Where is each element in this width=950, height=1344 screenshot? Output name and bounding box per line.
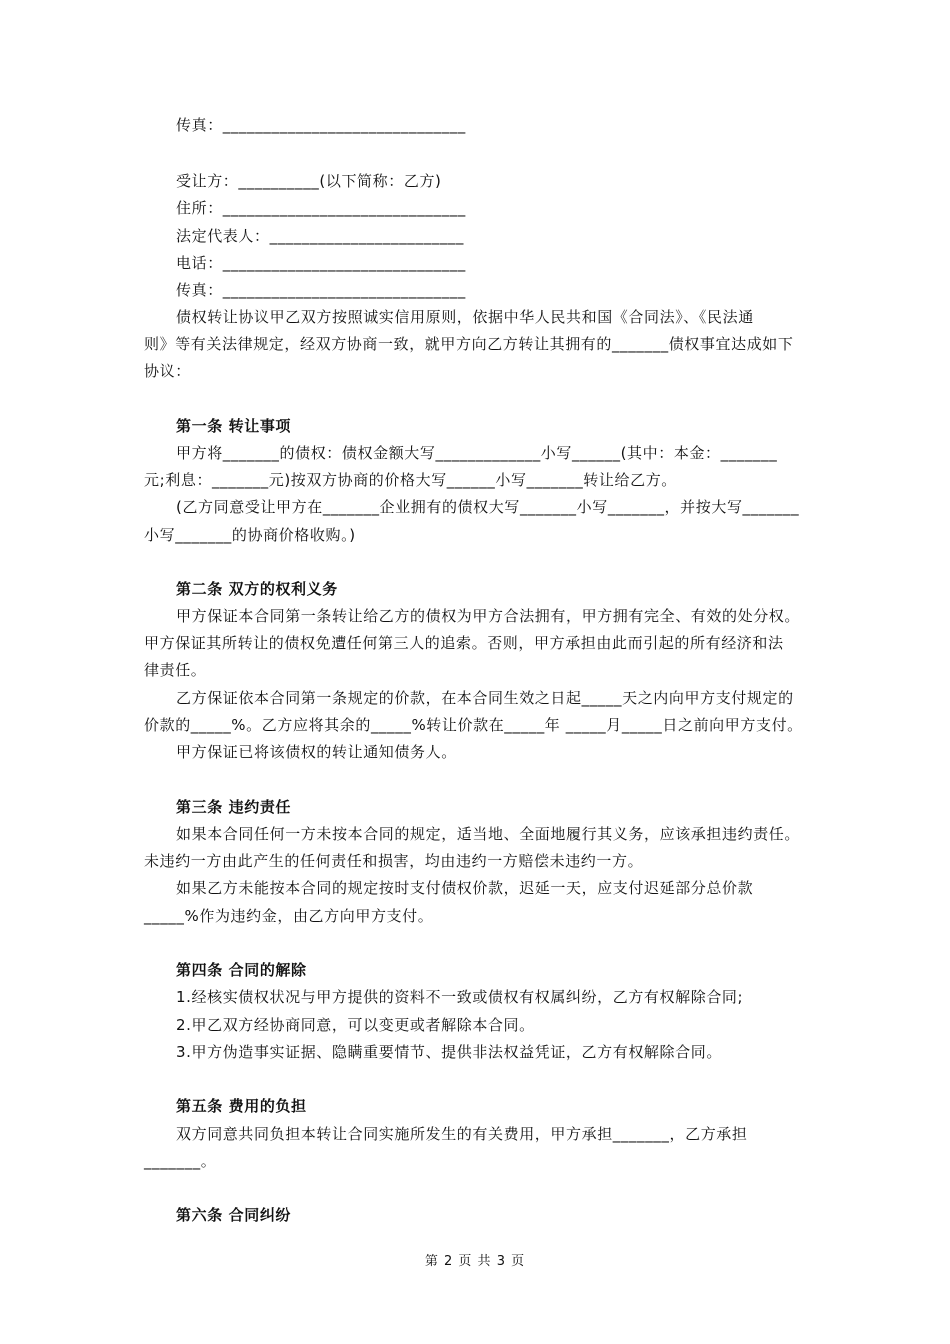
article-4-line: 2.甲乙双方经协商同意，可以变更或者解除本合同。 [176, 1016, 535, 1034]
article-2-line: 乙方保证依本合同第一条规定的价款，在本合同生效之日起_____天之内向甲方支付规定的 [176, 689, 794, 707]
article-2-line: 律责任。 [144, 661, 207, 679]
article-4-line: 1.经核实债权状况与甲方提供的资料不一致或债权有权属纠纷，乙方有权解除合同; [176, 988, 744, 1006]
article-2-line: 甲方保证其所转让的债权免遭任何第三人的追索。否则，甲方承担由此而引起的所有经济和法 [144, 634, 784, 652]
legal-rep-line: 法定代表人：________________________ [176, 227, 465, 245]
article-5-title: 第五条 费用的负担 [176, 1097, 307, 1115]
article-6-title: 第六条 合同纠纷 [176, 1206, 292, 1224]
article-3-title: 第三条 违约责任 [176, 798, 292, 816]
party-b-fax-line: 传真：______________________________ [176, 281, 466, 299]
party-a-fax-line: 传真：______________________________ [176, 116, 466, 134]
article-1-line: (乙方同意受让甲方在_______企业拥有的债权大写_______小写_______，并按大写_______ [176, 498, 800, 516]
article-3-line: _____%作为违约金，由乙方向甲方支付。 [144, 907, 434, 925]
article-4-line: 3.甲方伪造事实证据、隐瞒重要情节、提供非法权益凭证，乙方有权解除合同。 [176, 1043, 722, 1061]
article-5-line: _______。 [144, 1152, 217, 1170]
page-footer: 第 2 页 共 3 页 [424, 1254, 526, 1269]
article-3-line: 未违约一方由此产生的任何责任和损害，均由违约一方赔偿未违约一方。 [144, 852, 644, 870]
article-3-line: 如果乙方未能按本合同的规定按时支付债权价款，迟延一天，应支付迟延部分总价款 [176, 879, 754, 897]
preamble-line: 债权转让协议甲乙双方按照诚实信用原则，依据中华人民共和国《合同法》、《民法通 [176, 308, 754, 326]
preamble-line: 则》等有关法律规定，经双方协商一致，就甲方向乙方转让其拥有的_______债权事宜达成如下 [144, 335, 794, 353]
article-3-line: 如果本合同任何一方未按本合同的规定，适当地、全面地履行其义务，应该承担违约责任。 [176, 825, 801, 843]
article-1-line: 小写_______的协商价格收购。) [144, 526, 356, 544]
article-5-line: 双方同意共同负担本转让合同实施所发生的有关费用，甲方承担_______，乙方承担 [176, 1125, 748, 1143]
article-2-title: 第二条 双方的权利义务 [176, 580, 338, 598]
article-1-line: 元;利息：_______元)按双方协商的价格大写______小写_______转让给乙方。 [144, 471, 677, 489]
article-1-line: 甲方将_______的债权：债权金额大写_____________小写______(其中：本金：_______ [176, 444, 778, 462]
article-2-line: 甲方保证已将该债权的转让通知债务人。 [176, 743, 457, 761]
article-4-title: 第四条 合同的解除 [176, 961, 307, 979]
preamble-line: 协议： [144, 362, 191, 380]
article-2-line: 甲方保证本合同第一条转让给乙方的债权为甲方合法拥有，甲方拥有完全、有效的处分权。 [176, 607, 801, 625]
phone-line: 电话：______________________________ [176, 254, 466, 272]
article-2-line: 价款的_____%。乙方应将其余的_____%转让价款在_____年 _____月_____日之前向甲方支付。 [144, 716, 803, 734]
assignee-line: 受让方：__________(以下简称：乙方) [176, 172, 442, 190]
article-1-title: 第一条 转让事项 [176, 417, 292, 435]
address-line: 住所：______________________________ [176, 199, 466, 217]
